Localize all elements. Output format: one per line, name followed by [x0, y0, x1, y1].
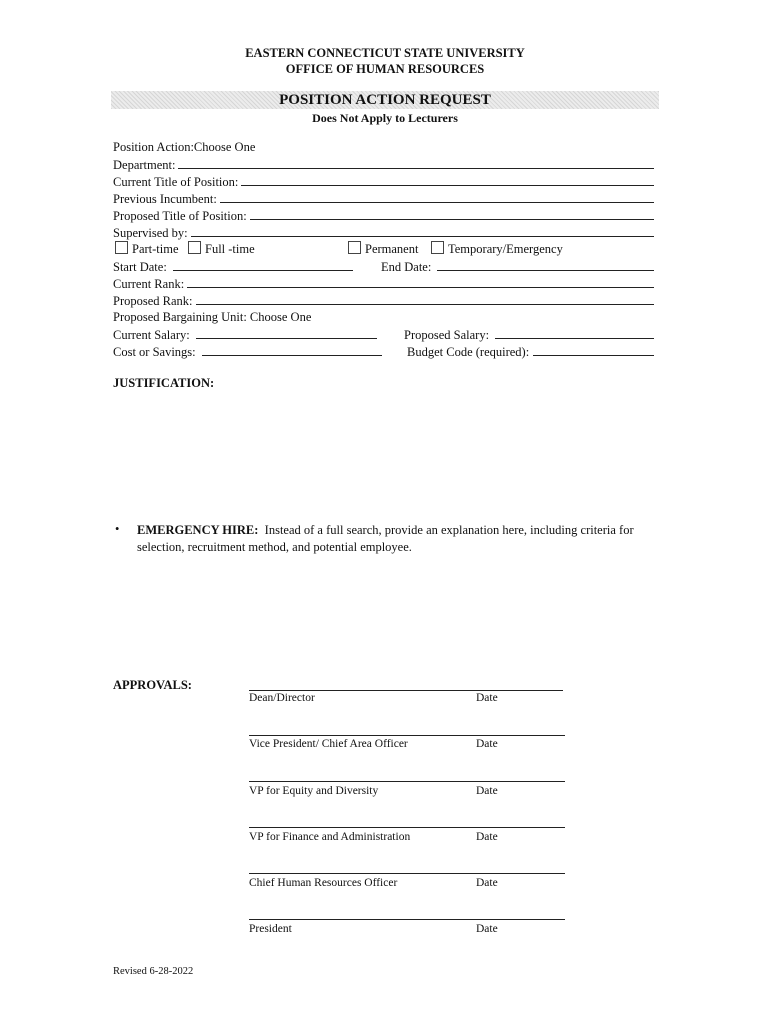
part-time-label: Part-time: [132, 242, 179, 256]
signature-line-dean[interactable]: [249, 690, 563, 691]
start-date-row: [113, 258, 353, 275]
emergency-hire-heading: EMERGENCY HIRE:: [137, 523, 259, 537]
position-action-row: [113, 139, 654, 156]
end-date-row: [381, 258, 654, 275]
previous-incumbent-label: Previous Incumbent:: [113, 192, 217, 206]
signature-line-hr[interactable]: [249, 873, 565, 874]
full-time-checkbox[interactable]: [188, 241, 201, 254]
supervised-by-label: Supervised by:: [113, 226, 188, 240]
emergency-hire-field[interactable]: [137, 562, 657, 662]
temporary-label: Temporary/Emergency: [448, 242, 563, 256]
form-subtitle: Does Not Apply to Lecturers: [312, 111, 458, 125]
justification-field[interactable]: [113, 395, 654, 510]
proposed-title-field[interactable]: [250, 207, 654, 220]
date-label-hr: Date: [476, 877, 498, 889]
budget-code-row: [407, 343, 654, 360]
supervised-by-field[interactable]: [191, 224, 654, 237]
university-name: EASTERN CONNECTICUT STATE UNIVERSITY: [245, 46, 525, 60]
previous-incumbent-row: [113, 190, 654, 207]
signer-equity: VP for Equity and Diversity: [249, 785, 379, 797]
proposed-salary-label: Proposed Salary:: [404, 328, 490, 342]
date-label-vp: Date: [476, 738, 498, 750]
full-time-row: [188, 241, 308, 258]
current-title-field[interactable]: [241, 173, 654, 186]
current-rank-row: [113, 275, 654, 292]
start-date-label: Start Date:: [113, 260, 167, 274]
temporary-checkbox[interactable]: [431, 241, 444, 254]
proposed-salary-row: [404, 326, 654, 343]
emergency-hire-line2: selection, recruitment method, and potential employee.: [137, 540, 412, 554]
current-rank-label: Current Rank:: [113, 277, 185, 291]
signature-line-finance[interactable]: [249, 827, 565, 828]
proposed-rank-label: Proposed Rank:: [113, 294, 193, 308]
position-action-select[interactable]: Choose One: [193, 140, 256, 154]
current-salary-label: Current Salary:: [113, 328, 190, 342]
end-date-label: End Date:: [381, 260, 432, 274]
supervised-by-row: [113, 224, 654, 241]
budget-code-label: Budget Code (required):: [407, 345, 530, 359]
date-label-dean: Date: [476, 692, 498, 704]
previous-incumbent-field[interactable]: [220, 190, 654, 203]
full-time-label: Full -time: [205, 242, 255, 256]
position-action-label: Position Action:: [113, 140, 194, 154]
permanent-checkbox[interactable]: [348, 241, 361, 254]
bargaining-unit-select[interactable]: Choose One: [249, 310, 312, 324]
current-salary-field[interactable]: [196, 326, 377, 339]
end-date-field[interactable]: [437, 258, 654, 271]
current-salary-row: [113, 326, 377, 343]
start-date-field[interactable]: [173, 258, 353, 271]
emergency-hire-line1: Instead of a full search, provide an explanation here, including criteria for: [264, 523, 634, 537]
cost-savings-field[interactable]: [202, 343, 382, 356]
budget-code-field[interactable]: [533, 343, 654, 356]
signature-line-president[interactable]: [249, 919, 565, 920]
revision-note: Revised 6-28-2022: [113, 966, 194, 977]
date-label-president: Date: [476, 923, 498, 935]
cost-savings-label: Cost or Savings:: [113, 345, 196, 359]
emergency-hire-text: [137, 522, 657, 556]
signature-line-vp[interactable]: [249, 735, 565, 736]
bullet: •: [115, 522, 120, 536]
approvals-heading: APPROVALS:: [113, 678, 192, 692]
signer-dean: Dean/Director: [249, 692, 315, 704]
current-rank-field[interactable]: [187, 275, 654, 288]
date-label-equity: Date: [476, 785, 498, 797]
proposed-salary-field[interactable]: [495, 326, 654, 339]
form-title: POSITION ACTION REQUEST: [279, 92, 491, 108]
department-field[interactable]: [178, 156, 654, 169]
proposed-title-row: [113, 207, 654, 224]
proposed-rank-row: [113, 292, 654, 309]
current-title-label: Current Title of Position:: [113, 175, 239, 189]
current-title-row: [113, 173, 654, 190]
bargaining-unit-row: [113, 309, 654, 326]
part-time-checkbox[interactable]: [115, 241, 128, 254]
proposed-rank-field[interactable]: [196, 292, 654, 305]
signer-finance: VP for Finance and Administration: [249, 831, 411, 843]
department-row: [113, 156, 654, 173]
signer-vp: Vice President/ Chief Area Officer: [249, 738, 408, 750]
permanent-label: Permanent: [365, 242, 419, 256]
permanent-row: [348, 241, 438, 258]
justification-heading: JUSTIFICATION:: [113, 376, 215, 390]
proposed-title-label: Proposed Title of Position:: [113, 209, 247, 223]
temporary-row: [431, 241, 591, 258]
signature-line-equity[interactable]: [249, 781, 565, 782]
signer-hr: Chief Human Resources Officer: [249, 877, 398, 889]
signer-president: President: [249, 923, 292, 935]
date-label-finance: Date: [476, 831, 498, 843]
cost-savings-row: [113, 343, 382, 360]
department-label: Department:: [113, 158, 176, 172]
bargaining-unit-label: Proposed Bargaining Unit:: [113, 310, 247, 324]
office-name: OFFICE OF HUMAN RESOURCES: [285, 62, 485, 76]
